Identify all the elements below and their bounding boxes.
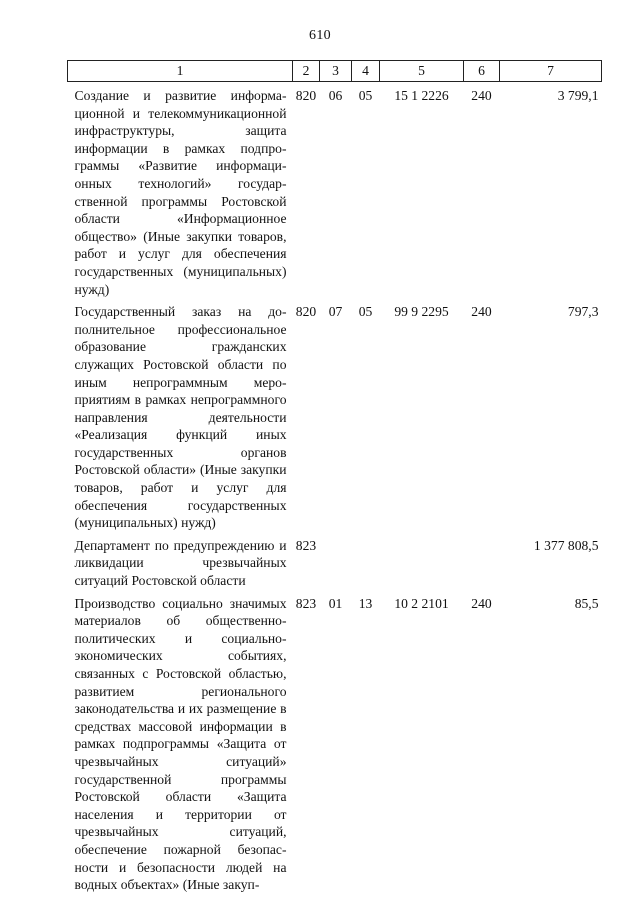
row-description: Департамент по предупреждению и ликвидации чрезвычайных ситуаций Ростовской области bbox=[74, 537, 287, 589]
row-expense-type: 240 bbox=[471, 304, 492, 320]
row-amount: 1 377 808,5 bbox=[533, 537, 599, 553]
row-subsection-code: 13 bbox=[358, 595, 373, 611]
table-row bbox=[68, 82, 602, 299]
row-target-code: 15 1 2226 bbox=[394, 88, 449, 103]
row-section-code: 06 bbox=[328, 88, 343, 103]
row-expense-type: 240 bbox=[471, 595, 492, 611]
row-ministry-code: 823 bbox=[295, 595, 317, 611]
row-amount: 797,3 bbox=[567, 304, 599, 320]
row-subsection-code: 05 bbox=[358, 304, 373, 320]
budget-table bbox=[67, 60, 602, 894]
header-col-6: 6 bbox=[464, 61, 500, 82]
row-expense-type: 240 bbox=[471, 88, 492, 103]
row-section-code: 01 bbox=[328, 595, 343, 611]
row-ministry-code: 820 bbox=[295, 88, 317, 103]
header-col-2: 2 bbox=[293, 61, 320, 82]
row-description: Государственный заказ на дополнительное профессиональное образование гражданских служащих Ростовской области по иным непрограммным мероприятиям в рамках непрограммного направления деятельности «Реализация функций иных государственных органов Ростовской области» (Иные закупки товаров, работ и услуг для обеспечения государственных (муниципальных) нужд) bbox=[74, 304, 287, 531]
table-row bbox=[68, 298, 602, 532]
header-col-1: 1 bbox=[68, 61, 293, 82]
row-target-code: 99 9 2295 bbox=[394, 304, 449, 320]
row-ministry-code: 823 bbox=[295, 537, 317, 553]
row-subsection-code bbox=[352, 532, 380, 590]
row-subsection-code: 05 bbox=[358, 88, 373, 103]
row-section-code: 07 bbox=[328, 304, 343, 320]
header-row bbox=[68, 61, 602, 82]
header-col-5: 5 bbox=[380, 61, 464, 82]
table-row bbox=[68, 532, 602, 590]
row-target-code bbox=[380, 532, 464, 590]
table-row bbox=[68, 590, 602, 894]
table-header bbox=[68, 61, 602, 82]
row-ministry-code: 820 bbox=[295, 304, 317, 320]
row-expense-type bbox=[464, 532, 500, 590]
row-section-code bbox=[320, 532, 352, 590]
row-amount: 3 799,1 bbox=[557, 88, 599, 103]
header-col-7: 7 bbox=[500, 61, 602, 82]
row-target-code: 10 2 2101 bbox=[394, 595, 449, 611]
row-description: Производство социально значимых материалов об общественно-политических и социально-экономических событиях, связанных с Ростовской областью, развитием регионального законодательства и их размещение в средствах массовой информации в рамках подпрограммы «Защита от чрезвычайных ситуаций» государственной программы Ростовской области «Защита населения и территории от чрезвычайных ситуаций, обеспечение пожарной безопасности и безопасности людей на водных объектах» (Иные закуп- bbox=[74, 595, 287, 893]
page-number: 610 bbox=[309, 28, 331, 43]
header-col-3: 3 bbox=[320, 61, 352, 82]
row-description: Создание и развитие информационной и телекоммуникационной инфраструктуры, защита информации в рамках подпрограммы «Развитие информационных технологий» государственной программы Ростовской области «Информационное общество» (Иные закупки товаров, работ и услуг для обеспечения государственных (муниципальных) нужд) bbox=[74, 88, 287, 297]
header-col-4: 4 bbox=[352, 61, 380, 82]
row-amount: 85,5 bbox=[574, 595, 599, 611]
